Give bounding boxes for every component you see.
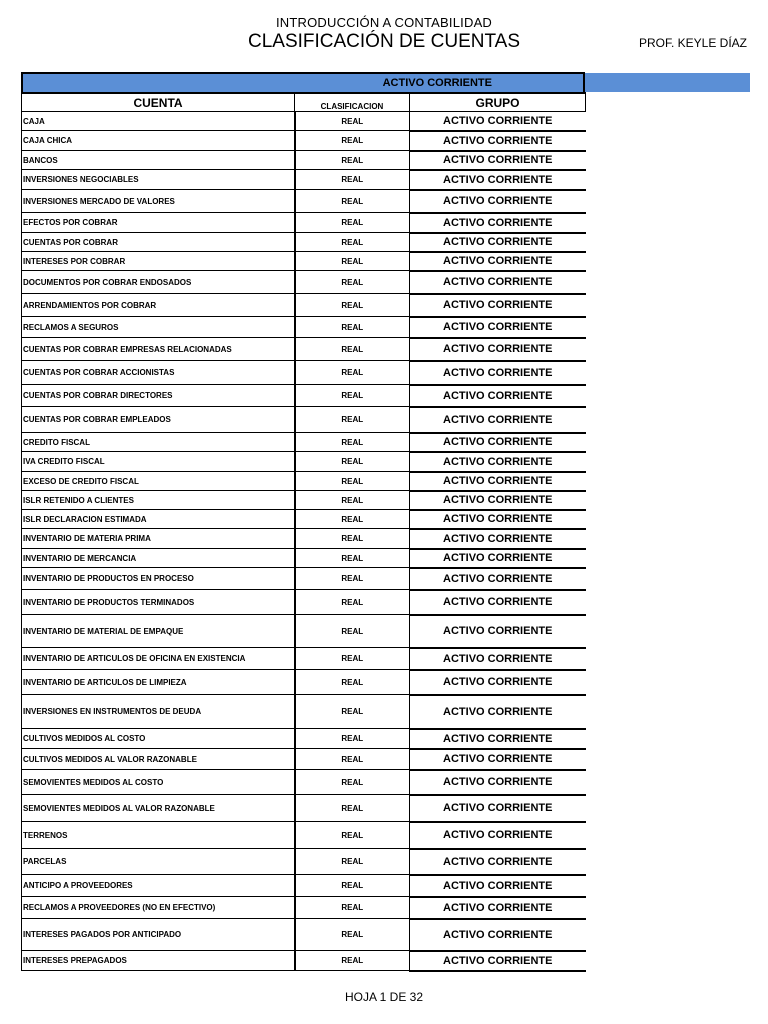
group-cell: ACTIVO CORRIENTE: [410, 749, 586, 770]
account-name-cell: CUENTAS POR COBRAR EMPRESAS RELACIONADAS: [22, 338, 295, 361]
group-cell: ACTIVO CORRIENTE: [410, 317, 586, 338]
classification-cell: REAL: [295, 170, 410, 190]
group-cell: ACTIVO CORRIENTE: [410, 294, 586, 317]
table-header-row: [22, 93, 586, 112]
group-cell: ACTIVO CORRIENTE: [410, 271, 586, 294]
classification-cell: REAL: [295, 849, 410, 875]
classification-cell: REAL: [295, 338, 410, 361]
group-cell: ACTIVO CORRIENTE: [410, 452, 586, 472]
account-name-cell: BANCOS: [22, 151, 295, 170]
group-cell: ACTIVO CORRIENTE: [410, 170, 586, 190]
table-row: [22, 131, 586, 151]
classification-cell: REAL: [295, 897, 410, 919]
table-row: [22, 213, 586, 233]
classification-cell: REAL: [295, 549, 410, 568]
group-cell: ACTIVO CORRIENTE: [410, 338, 586, 361]
table-row: [22, 338, 586, 361]
group-cell: ACTIVO CORRIENTE: [410, 695, 586, 729]
table-body: [22, 112, 586, 971]
group-cell: ACTIVO CORRIENTE: [410, 897, 586, 919]
group-cell: ACTIVO CORRIENTE: [410, 151, 586, 170]
classification-cell: REAL: [295, 252, 410, 271]
group-cell: ACTIVO CORRIENTE: [410, 919, 586, 951]
table-row: [22, 433, 586, 452]
group-cell: ACTIVO CORRIENTE: [410, 510, 586, 529]
account-name-cell: CULTIVOS MEDIDOS AL VALOR RAZONABLE: [22, 749, 295, 770]
table-row: [22, 151, 586, 170]
account-name-cell: EFECTOS POR COBRAR: [22, 213, 295, 233]
group-cell: ACTIVO CORRIENTE: [410, 549, 586, 568]
table-row: [22, 729, 586, 749]
classification-cell: REAL: [295, 770, 410, 795]
group-cell: ACTIVO CORRIENTE: [410, 568, 586, 590]
account-name-cell: INVERSIONES MERCADO DE VALORES: [22, 190, 295, 213]
table-row: [22, 510, 586, 529]
classification-cell: REAL: [295, 491, 410, 510]
table-row: [22, 112, 586, 131]
table-row: [22, 170, 586, 190]
table-row: [22, 361, 586, 385]
section-header: ACTIVO CORRIENTE: [21, 72, 585, 92]
group-cell: ACTIVO CORRIENTE: [410, 875, 586, 897]
account-name-cell: INVERSIONES EN INSTRUMENTOS DE DEUDA: [22, 695, 295, 729]
account-name-cell: ISLR RETENIDO A CLIENTES: [22, 491, 295, 510]
classification-cell: REAL: [295, 648, 410, 670]
classification-cell: REAL: [295, 919, 410, 951]
group-cell: ACTIVO CORRIENTE: [410, 491, 586, 510]
table-row: [22, 233, 586, 252]
account-name-cell: CULTIVOS MEDIDOS AL COSTO: [22, 729, 295, 749]
table-row: [22, 568, 586, 590]
group-cell: ACTIVO CORRIENTE: [410, 233, 586, 252]
group-cell: ACTIVO CORRIENTE: [410, 822, 586, 849]
account-name-cell: TERRENOS: [22, 822, 295, 849]
table-row: [22, 875, 586, 897]
classification-cell: REAL: [295, 190, 410, 213]
account-name-cell: INVENTARIO DE MERCANCIA: [22, 549, 295, 568]
section-band-extension: [585, 73, 750, 92]
group-cell: ACTIVO CORRIENTE: [410, 590, 586, 615]
classification-cell: REAL: [295, 452, 410, 472]
group-cell: ACTIVO CORRIENTE: [410, 213, 586, 233]
table-row: [22, 919, 586, 951]
table-row: [22, 749, 586, 770]
group-cell: ACTIVO CORRIENTE: [410, 385, 586, 407]
account-name-cell: INVERSIONES NEGOCIABLES: [22, 170, 295, 190]
account-name-cell: INTERESES PREPAGADOS: [22, 951, 295, 971]
group-cell: ACTIVO CORRIENTE: [410, 361, 586, 385]
account-name-cell: RECLAMOS A PROVEEDORES (NO EN EFECTIVO): [22, 897, 295, 919]
group-cell: ACTIVO CORRIENTE: [410, 529, 586, 549]
classification-cell: REAL: [295, 361, 410, 385]
account-name-cell: INVENTARIO DE PRODUCTOS TERMINADOS: [22, 590, 295, 615]
table-row: [22, 549, 586, 568]
classification-cell: REAL: [295, 510, 410, 529]
table-row: [22, 795, 586, 822]
table-row: [22, 190, 586, 213]
classification-cell: REAL: [295, 233, 410, 252]
classification-cell: REAL: [295, 433, 410, 452]
table-row: [22, 385, 586, 407]
classification-cell: REAL: [295, 213, 410, 233]
table-row: [22, 615, 586, 648]
table-row: [22, 822, 586, 849]
classification-cell: REAL: [295, 294, 410, 317]
classification-cell: REAL: [295, 695, 410, 729]
classification-cell: REAL: [295, 590, 410, 615]
account-name-cell: SEMOVIENTES MEDIDOS AL VALOR RAZONABLE: [22, 795, 295, 822]
account-name-cell: SEMOVIENTES MEDIDOS AL COSTO: [22, 770, 295, 795]
group-cell: ACTIVO CORRIENTE: [410, 951, 586, 971]
account-name-cell: CUENTAS POR COBRAR EMPLEADOS: [22, 407, 295, 433]
course-subtitle: INTRODUCCIÓN A CONTABILIDAD: [275, 15, 493, 30]
classification-cell: REAL: [295, 670, 410, 695]
classification-cell: REAL: [295, 875, 410, 897]
account-name-cell: CAJA CHICA: [22, 131, 295, 151]
group-cell: ACTIVO CORRIENTE: [410, 472, 586, 491]
column-header-grupo: GRUPO: [410, 93, 586, 112]
classification-cell: REAL: [295, 749, 410, 770]
account-name-cell: CUENTAS POR COBRAR ACCIONISTAS: [22, 361, 295, 385]
table-row: [22, 590, 586, 615]
account-name-cell: INVENTARIO DE ARTICULOS DE OFICINA EN EXISTENCIA: [22, 648, 295, 670]
group-cell: ACTIVO CORRIENTE: [410, 770, 586, 795]
classification-cell: REAL: [295, 568, 410, 590]
classification-cell: REAL: [295, 951, 410, 971]
classification-cell: REAL: [295, 472, 410, 491]
classification-cell: REAL: [295, 407, 410, 433]
table-row: [22, 648, 586, 670]
group-cell: ACTIVO CORRIENTE: [410, 795, 586, 822]
table-row: [22, 407, 586, 433]
account-name-cell: CREDITO FISCAL: [22, 433, 295, 452]
classification-cell: REAL: [295, 317, 410, 338]
table-row: [22, 770, 586, 795]
account-name-cell: ANTICIPO A PROVEEDORES: [22, 875, 295, 897]
account-name-cell: INVENTARIO DE MATERIAL DE EMPAQUE: [22, 615, 295, 648]
accounts-sheet: [21, 72, 585, 972]
account-name-cell: ISLR DECLARACION ESTIMADA: [22, 510, 295, 529]
account-name-cell: INTERESES PAGADOS POR ANTICIPADO: [22, 919, 295, 951]
table-row: [22, 951, 586, 971]
group-cell: ACTIVO CORRIENTE: [410, 849, 586, 875]
group-cell: ACTIVO CORRIENTE: [410, 615, 586, 648]
account-name-cell: ARRENDAMIENTOS POR COBRAR: [22, 294, 295, 317]
classification-cell: REAL: [295, 729, 410, 749]
classification-cell: REAL: [295, 822, 410, 849]
group-cell: ACTIVO CORRIENTE: [410, 252, 586, 271]
account-name-cell: INVENTARIO DE MATERIA PRIMA: [22, 529, 295, 549]
table-row: [22, 472, 586, 491]
group-cell: ACTIVO CORRIENTE: [410, 112, 586, 131]
column-header-cuenta: CUENTA: [22, 93, 295, 112]
table-row: [22, 695, 586, 729]
table-row: [22, 849, 586, 875]
page-number: HOJA 1 DE 32: [344, 990, 424, 1004]
table-row: [22, 294, 586, 317]
table-row: [22, 529, 586, 549]
table-row: [22, 271, 586, 294]
account-name-cell: DOCUMENTOS POR COBRAR ENDOSADOS: [22, 271, 295, 294]
group-cell: ACTIVO CORRIENTE: [410, 648, 586, 670]
account-name-cell: IVA CREDITO FISCAL: [22, 452, 295, 472]
classification-cell: REAL: [295, 529, 410, 549]
table-row: [22, 452, 586, 472]
account-name-cell: CUENTAS POR COBRAR DIRECTORES: [22, 385, 295, 407]
account-name-cell: INVENTARIO DE ARTICULOS DE LIMPIEZA: [22, 670, 295, 695]
group-cell: ACTIVO CORRIENTE: [410, 670, 586, 695]
accounts-table: [21, 92, 586, 972]
classification-cell: REAL: [295, 385, 410, 407]
account-name-cell: RECLAMOS A SEGUROS: [22, 317, 295, 338]
table-row: [22, 491, 586, 510]
column-header-clasificacion: CLASIFICACION: [295, 93, 410, 112]
account-name-cell: EXCESO DE CREDITO FISCAL: [22, 472, 295, 491]
page-title: CLASIFICACIÓN DE CUENTAS: [247, 31, 521, 52]
classification-cell: REAL: [295, 112, 410, 131]
table-row: [22, 317, 586, 338]
classification-cell: REAL: [295, 131, 410, 151]
account-name-cell: CAJA: [22, 112, 295, 131]
table-row: [22, 252, 586, 271]
classification-cell: REAL: [295, 615, 410, 648]
group-cell: ACTIVO CORRIENTE: [410, 407, 586, 433]
account-name-cell: CUENTAS POR COBRAR: [22, 233, 295, 252]
classification-cell: REAL: [295, 795, 410, 822]
group-cell: ACTIVO CORRIENTE: [410, 131, 586, 151]
classification-cell: REAL: [295, 271, 410, 294]
professor-name: PROF. KEYLE DÍAZ: [638, 36, 747, 50]
group-cell: ACTIVO CORRIENTE: [410, 433, 586, 452]
account-name-cell: INVENTARIO DE PRODUCTOS EN PROCESO: [22, 568, 295, 590]
group-cell: ACTIVO CORRIENTE: [410, 729, 586, 749]
table-row: [22, 670, 586, 695]
table-row: [22, 897, 586, 919]
account-name-cell: PARCELAS: [22, 849, 295, 875]
account-name-cell: INTERESES POR COBRAR: [22, 252, 295, 271]
group-cell: ACTIVO CORRIENTE: [410, 190, 586, 213]
classification-cell: REAL: [295, 151, 410, 170]
